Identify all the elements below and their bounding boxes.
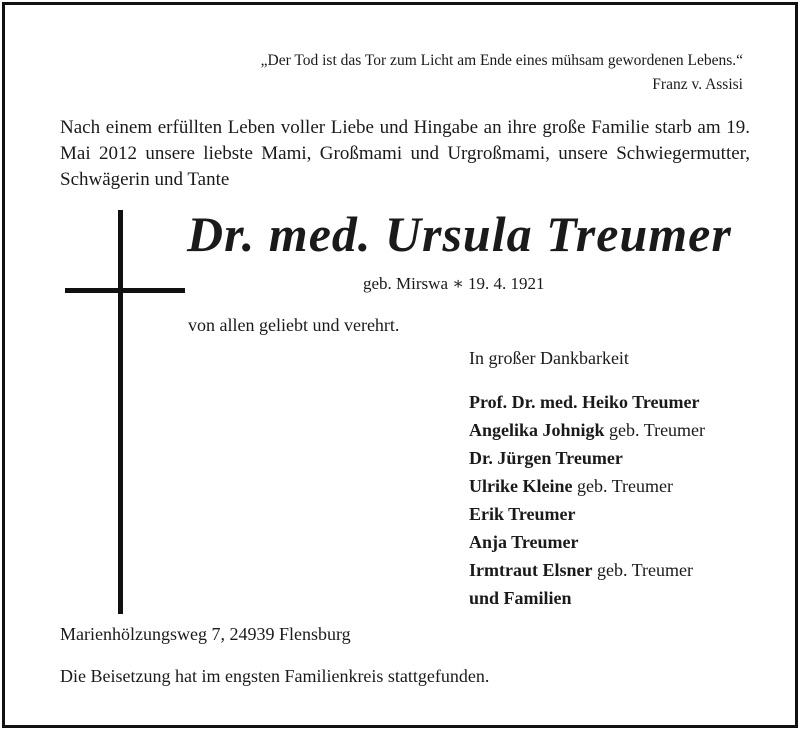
mourner-name: Ulrike Kleine [469, 476, 573, 496]
address-line: Marienhölzungsweg 7, 24939 Flensburg [60, 624, 351, 644]
mourner-item [469, 444, 705, 472]
mourner-birth-name: geb. Treumer [596, 560, 693, 580]
mourner-birth-name: geb. Treumer [609, 420, 706, 440]
mourner-item [469, 584, 705, 612]
mourners-list [469, 388, 705, 612]
mourner-item [469, 388, 705, 416]
mourner-name: Erik Treumer [469, 504, 576, 524]
loved-line: von allen geliebt und verehrt. [188, 315, 400, 335]
thanks-line: In großer Dankbarkeit [469, 348, 629, 368]
mourner-name: und Familien [469, 588, 572, 608]
obituary-frame [2, 2, 798, 728]
birth-info: geb. Mirswa ∗ 19. 4. 1921 [363, 274, 545, 293]
quote-text: „Der Tod ist das Tor zum Licht am Ende eines mühsam gewordenen Lebens.“ [260, 52, 743, 69]
quote-block [261, 49, 743, 97]
mourner-name: Dr. Jürgen Treumer [469, 448, 623, 468]
intro-text: Nach einem erfüllten Leben voller Liebe und Hingabe an ihre große Familie starb am 19. Mai 2012 unsere liebste Mami, Großmami und Urgroßmami, unsere Schwiegermutter, Schwägerin und Tante [60, 117, 750, 190]
cross-horizontal-bar [65, 288, 185, 293]
mourner-name: Angelika Johnigk [469, 420, 605, 440]
quote-author: Franz v. Assisi [652, 76, 743, 93]
cross-vertical-bar [118, 210, 123, 614]
mourner-item [469, 416, 705, 444]
cross-icon [65, 210, 185, 614]
burial-note: Die Beisetzung hat im engsten Familienkreis stattgefunden. [60, 666, 490, 686]
mourner-item [469, 556, 705, 584]
mourner-birth-name: geb. Treumer [576, 476, 673, 496]
deceased-name: Dr. med. Ursula Treumer [187, 206, 732, 262]
mourner-name: Prof. Dr. med. Heiko Treumer [469, 392, 700, 412]
mourner-item [469, 528, 705, 556]
mourner-name: Anja Treumer [469, 532, 579, 552]
mourner-item [469, 472, 705, 500]
mourner-item [469, 500, 705, 528]
mourner-name: Irmtraut Elsner [469, 560, 593, 580]
